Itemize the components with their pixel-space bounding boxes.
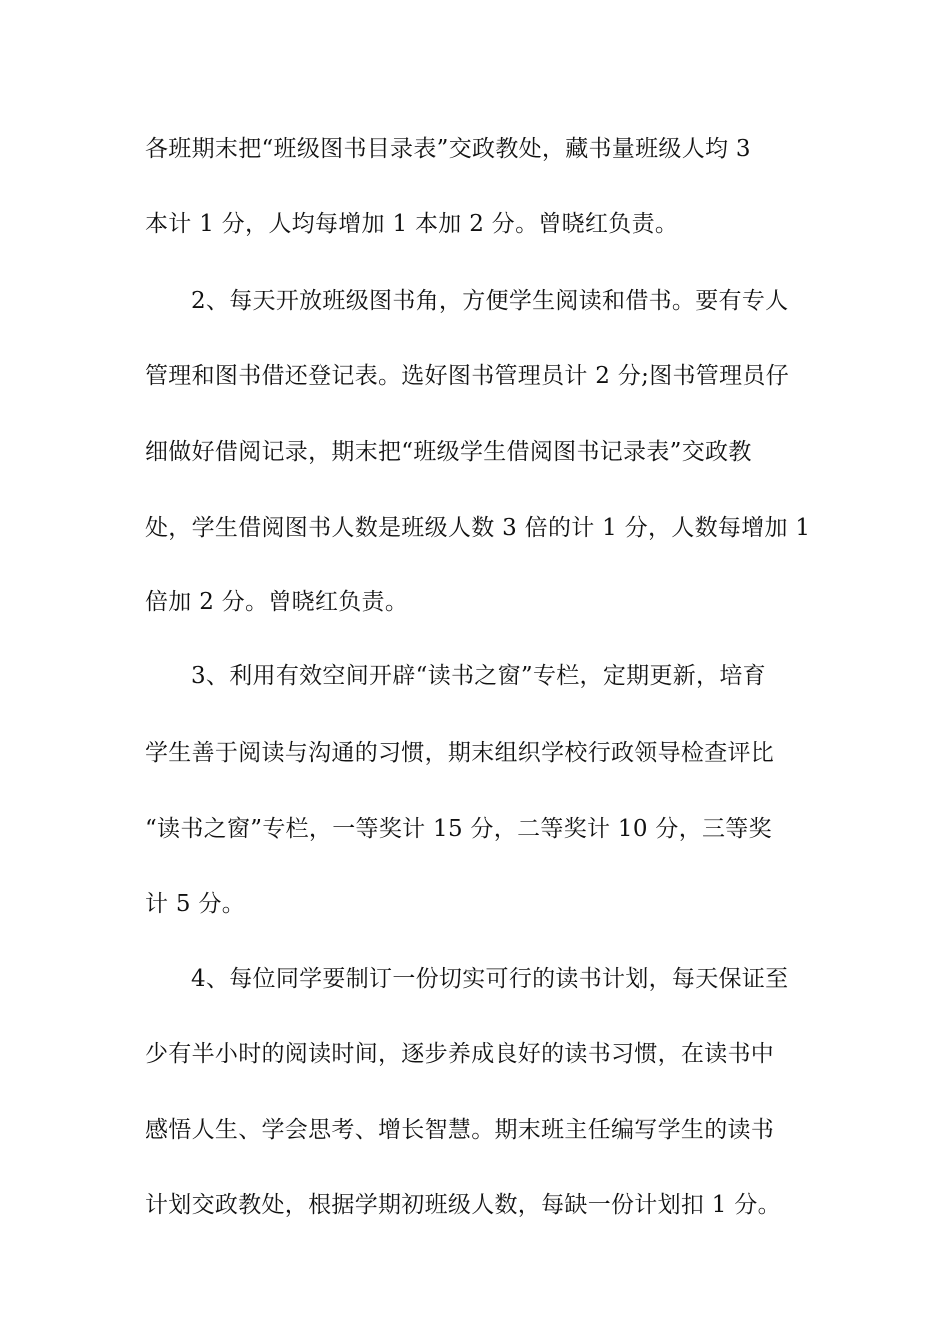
text-line: 倍加 2 分。曾晓红负责。 [145,589,409,615]
paragraph-2-first-line: 2、每天开放班级图书角，方便学生阅读和借书。要有专人 [191,288,789,314]
text-line: 本计 1 分，人均每增加 1 本加 2 分。曾晓红负责。 [145,211,679,237]
paragraph-4-first-line: 4、每位同学要制订一份切实可行的读书计划，每天保证至 [191,966,789,992]
text-line: “读书之窗”专栏，一等奖计 15 分，二等奖计 10 分，三等奖 [145,816,772,842]
text-line: 计划交政教处，根据学期初班级人数，每缺一份计划扣 1 分。 [145,1192,781,1218]
text-line: 处，学生借阅图书人数是班级人数 3 倍的计 1 分，人数每增加 1 [145,515,811,541]
text-line: 感悟人生、学会思考、增长智慧。期末班主任编写学生的读书 [145,1117,775,1143]
text-line: 细做好借阅记录，期末把“班级学生借阅图书记录表”交政教 [145,439,752,465]
text-line: 各班期末把“班级图书目录表”交政教处，藏书量班级人均 3 [145,136,751,162]
text-line: 管理和图书借还登记表。选好图书管理员计 2 分;图书管理员仔 [145,363,790,389]
paragraph-3-first-line: 3、利用有效空间开辟“读书之窗”专栏，定期更新，培育 [191,663,766,689]
text-line: 学生善于阅读与沟通的习惯，期末组织学校行政领导检查评比 [145,740,775,766]
text-line: 少有半小时的阅读时间，逐步养成良好的读书习惯，在读书中 [145,1041,775,1067]
text-line: 计 5 分。 [145,891,246,917]
